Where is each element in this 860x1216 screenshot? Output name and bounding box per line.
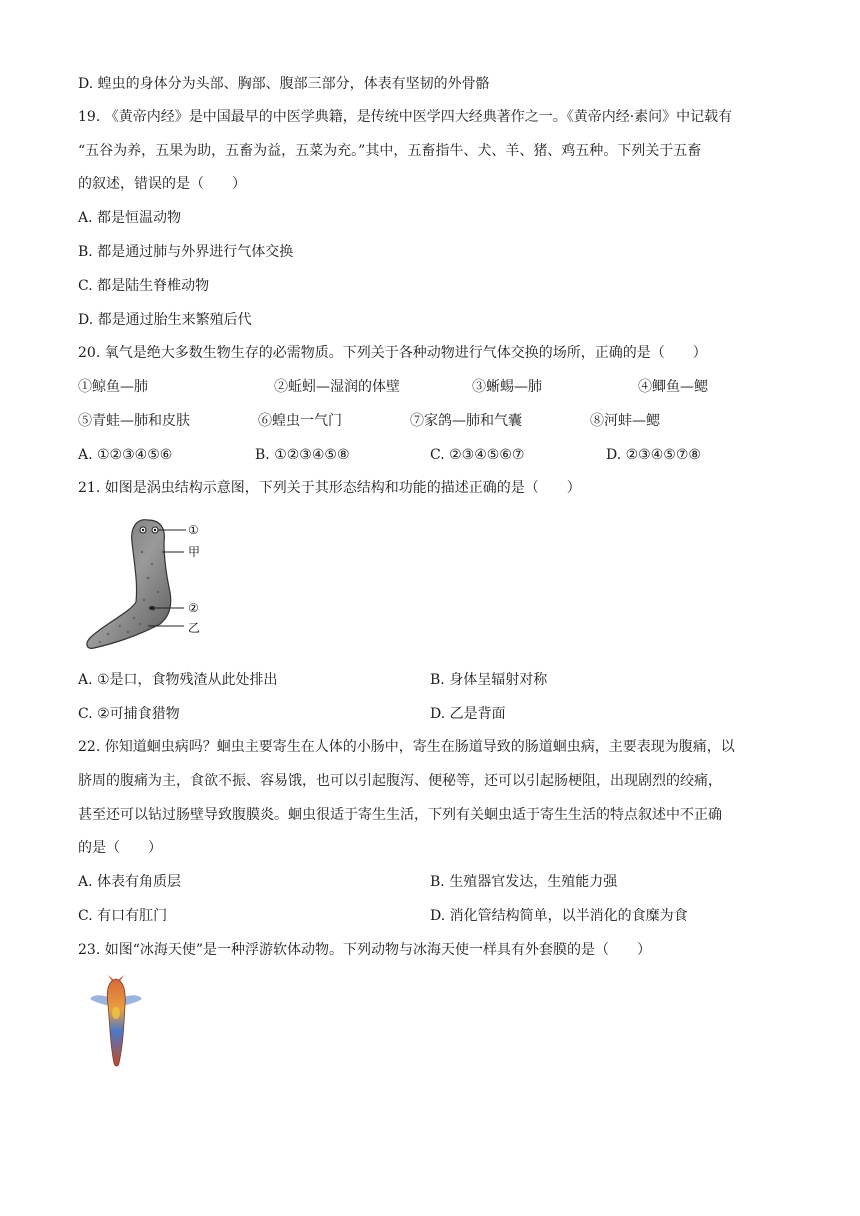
q23-stem: 23. 如图“冰海天使”是一种浮游软体动物。下列动物与冰海天使一样具有外套膜的是（ ） (78, 942, 652, 958)
q22-option-a: A. 体表有角质层 (78, 874, 182, 890)
q20-item-2: ②蚯蚓—湿润的体壁 (274, 379, 400, 395)
q22-option-c: C. 有口有肛门 (78, 908, 168, 924)
q19-option-c: C. 都是陆生脊椎动物 (78, 278, 210, 294)
q21-stem: 21. 如图是涡虫结构示意图，下列关于其形态结构和功能的描述正确的是（ ） (78, 480, 581, 496)
q20-item-1: ①鲸鱼—肺 (78, 379, 148, 395)
q18-option-d: D. 蝗虫的身体分为头部、胸部、腹部三部分，体表有坚韧的外骨骼 (78, 76, 490, 92)
q19-option-b: B. 都是通过肺与外界进行气体交换 (78, 244, 294, 260)
planarian-figure (78, 512, 218, 654)
q21-option-d: D. 乙是背面 (430, 706, 506, 722)
q22-stem-line-2: 脐周的腹痛为主，食欲不振、容易饿，也可以引起腹泻、便秘等，还可以引起肠梗阻，出现剧烈的绞痛， (78, 773, 722, 789)
q20-item-5: ⑤青蛙—肺和皮肤 (78, 413, 190, 429)
q20-option-d: D. ②③④⑤⑦⑧ (606, 447, 701, 463)
q19-option-d: D. 都是通过胎生来繁殖后代 (78, 312, 252, 328)
label-yi: 乙 (188, 621, 201, 635)
q20-stem: 20. 氧气是绝大多数生物生存的必需物质。下列关于各种动物进行气体交换的场所，正确的是（ ） (78, 345, 707, 361)
q20-option-b: B. ①②③④⑤⑧ (255, 447, 350, 463)
q20-item-7: ⑦家鸽—肺和气囊 (410, 413, 522, 429)
q21-option-b: B. 身体呈辐射对称 (430, 672, 548, 688)
q20-item-8: ⑧河蚌—鳃 (590, 413, 660, 429)
q22-stem-line-3: 甚至还可以钻过肠壁导致腹膜炎。蛔虫很适于寄生生活，下列有关蛔虫适于寄生生活的特点叙述中不正确 (78, 807, 722, 823)
sea-angel-organ (112, 1007, 120, 1019)
q20-item-6: ⑥蝗虫一气门 (258, 413, 342, 429)
planarian-body (87, 520, 171, 649)
q20-item-3: ③蜥蜴—肺 (472, 379, 542, 395)
q22-stem-line-1: 22. 你知道蛔虫病吗？蛔虫主要寄生在人体的小肠中，寄生在肠道导致的肠道蛔虫病，主要表现为腹痛，以 (78, 739, 735, 755)
q22-stem-line-4: 的是（ ） (78, 840, 162, 856)
label-2: ② (188, 601, 199, 615)
sea-angel-body (107, 979, 125, 1066)
q19-stem-line-1: 19. 《黄帝内经》是中国最早的中医学典籍，是传统中医学四大经典著作之一。《黄帝内经·素问》中记载有 (78, 109, 733, 125)
q19-option-a: A. 都是恒温动物 (78, 210, 182, 226)
q21-option-c: C. ②可捕食猎物 (78, 706, 180, 722)
q19-stem-line-3: 的叙述，错误的是（ ） (78, 176, 246, 192)
q19-stem-line-2: “五谷为养，五果为助，五畜为益，五菜为充。”其中，五畜指牛、犬、羊、猪、鸡五种。下列关于五畜 (78, 143, 702, 159)
q20-item-4: ④鲫鱼—鳃 (638, 379, 708, 395)
q20-option-a: A. ①②③④⑤⑥ (78, 447, 173, 463)
q21-option-a: A. ①是口，食物残渣从此处排出 (78, 672, 278, 688)
q22-option-b: B. 生殖器官发达，生殖能力强 (430, 874, 618, 890)
sea-angel-figure (88, 975, 144, 1070)
q22-option-d: D. 消化管结构简单，以半消化的食糜为食 (430, 908, 688, 924)
planarian-mouth (149, 606, 155, 610)
label-1: ① (188, 523, 199, 537)
q20-option-c: C. ②③④⑤⑥⑦ (430, 447, 525, 463)
label-jia: 甲 (188, 545, 201, 559)
